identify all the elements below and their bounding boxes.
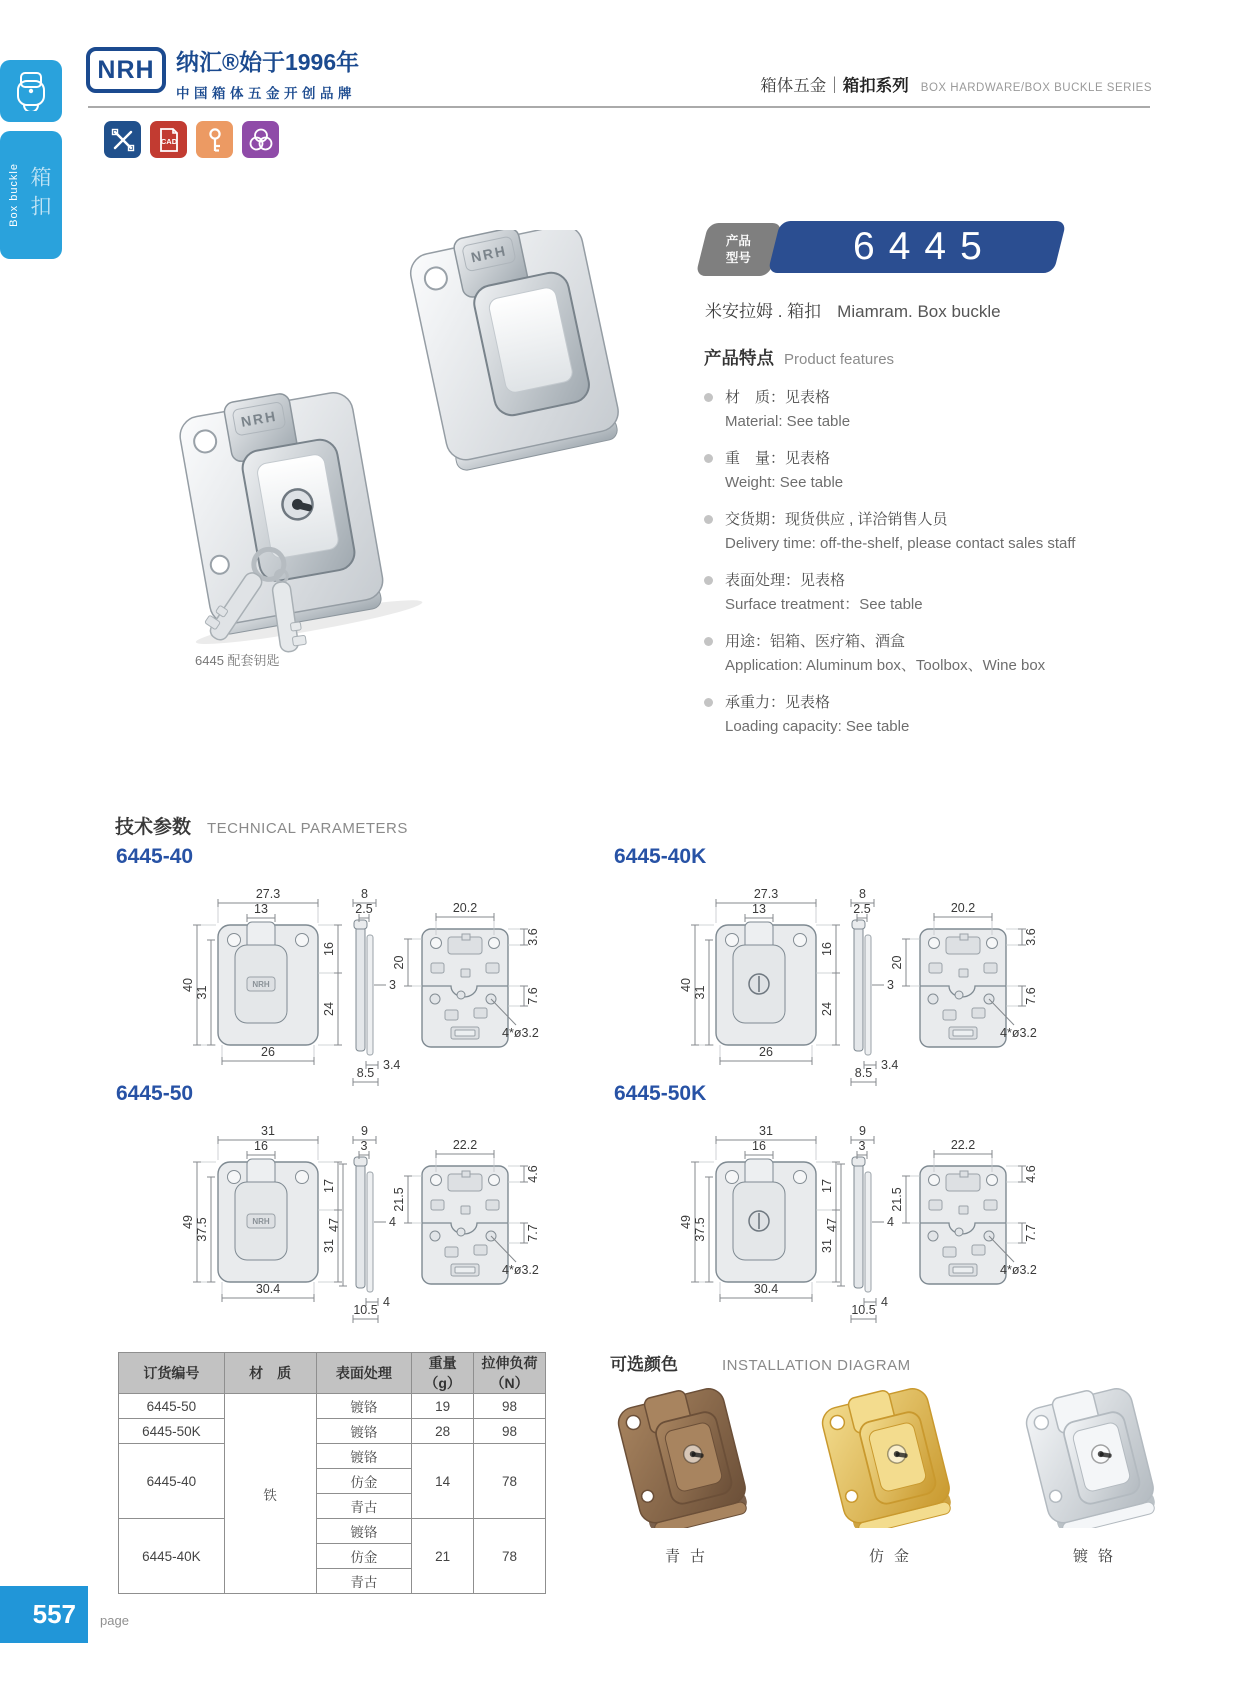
drawing-6445-50K <box>598 1082 1068 1322</box>
page-number-badge <box>0 1586 88 1643</box>
spec-table-body <box>119 1394 546 1594</box>
dimension-label: 9 <box>859 1124 866 1138</box>
dimension-label: 40 <box>679 978 693 992</box>
brand-title: 纳汇®始于1996年 <box>176 49 360 75</box>
dimension-label: 22.2 <box>950 1138 976 1152</box>
product-features <box>704 345 1174 752</box>
dimension-label: 7.7 <box>1024 1224 1038 1242</box>
spec-cell: 78 <box>474 1444 546 1519</box>
spec-cell: 28 <box>412 1419 474 1444</box>
model-cell: 6445-40 <box>119 1444 225 1519</box>
dimension-label: 3.6 <box>1024 928 1038 946</box>
sidebar-tab-label-en: Box buckle <box>8 163 20 227</box>
model-cell: 6445-50 <box>119 1394 225 1419</box>
spec-cell: 19 <box>412 1394 474 1419</box>
dimension-label: 3 <box>858 1139 866 1153</box>
dimension-label: 4*ø3.2 <box>502 1026 539 1040</box>
cad-label: CAD <box>160 136 177 146</box>
dimension-label: 20.2 <box>950 901 976 915</box>
nrh-logo: NRH <box>86 47 166 93</box>
dimension-label: 16 <box>254 1139 268 1153</box>
dimension-label: 3 <box>360 1139 368 1153</box>
spec-row <box>119 1394 546 1419</box>
spec-header-cell: 材 质 <box>224 1353 316 1394</box>
tech-section-title <box>115 812 408 839</box>
spec-cell: 青古 <box>316 1569 412 1594</box>
tech-title-cn: 技术参数 <box>115 817 192 838</box>
buckle-rear <box>405 230 624 473</box>
embossed-logo: NRH <box>239 407 279 430</box>
dimension-label: 30.4 <box>255 1282 281 1296</box>
dimension-label: 4 <box>383 1295 390 1309</box>
dimension-label: 8.5 <box>854 1066 873 1080</box>
color-option-chrome <box>1008 1386 1178 1566</box>
material-cell: 铁 <box>224 1394 316 1594</box>
product-photo <box>125 230 630 655</box>
model-number: 6445 <box>852 225 996 268</box>
features-list <box>704 386 1174 739</box>
tech-title-en: TECHNICAL PARAMETERS <box>207 820 408 837</box>
dimension-label: 4*ø3.2 <box>502 1263 539 1277</box>
drawing-model-label: 6445-50 <box>116 1082 194 1105</box>
model-banner <box>768 221 1067 273</box>
drawing-model-label: 6445-40K <box>614 845 707 868</box>
spec-cell: 98 <box>474 1419 546 1444</box>
dimension-label: 20 <box>392 955 406 970</box>
dimension-label: 4 <box>881 1295 888 1309</box>
dimension-label: 16 <box>820 942 834 956</box>
header-divider <box>88 106 1150 108</box>
model-tag-text: 产品 型号 <box>726 233 752 265</box>
dimension-label: 4.6 <box>1024 1165 1038 1183</box>
brand-subtitle: 中国箱体五金开创品牌 <box>176 86 356 101</box>
drawing-6445-50 <box>100 1082 570 1322</box>
dimension-label: 4 <box>389 1215 396 1229</box>
dimension-label: 2.5 <box>853 902 871 916</box>
colors-title-en: INSTALLATION DIAGRAM <box>722 1357 911 1374</box>
spec-table <box>118 1352 546 1594</box>
page-number: 557 <box>32 1599 76 1629</box>
dimension-label: 4 <box>887 1215 894 1229</box>
spec-cell: 镀铬 <box>316 1394 412 1419</box>
dimension-label: 17 <box>820 1179 834 1193</box>
dimension-label: 17 <box>322 1179 336 1193</box>
breadcrumb <box>640 72 1152 96</box>
dimension-label: 10.5 <box>353 1303 378 1317</box>
brand-block <box>176 44 359 102</box>
drawing-6445-40 <box>100 845 570 1085</box>
features-title-en: Product features <box>784 351 895 368</box>
dimension-label: 4*ø3.2 <box>1000 1026 1037 1040</box>
dimension-label: 47 <box>327 1218 341 1232</box>
dimension-label: 27.3 <box>753 887 779 901</box>
color-option-label: 镀铬 <box>1072 1548 1123 1565</box>
breadcrumb-en: BOX HARDWARE/BOX BUCKLE SERIES <box>920 82 1152 94</box>
dimension-label: 37.5 <box>693 1217 707 1242</box>
feature-item: 用途：铝箱、医疗箱、酒盒 Application: Aluminum box、Toolbox、Wine box <box>704 630 1174 678</box>
spec-cell: 78 <box>474 1519 546 1594</box>
dimension-label: 49 <box>181 1215 195 1229</box>
dimension-label: 16 <box>322 942 336 956</box>
color-option-photo <box>1008 1386 1178 1528</box>
dimension-label: 40 <box>181 978 195 992</box>
dimension-label: 27.3 <box>255 887 281 901</box>
color-option-label: 仿金 <box>868 1548 919 1565</box>
product-name-cn: 米安拉姆 . 箱扣 <box>705 302 822 321</box>
dimension-label: 22.2 <box>452 1138 478 1152</box>
color-options <box>600 1386 1178 1566</box>
dimension-label: 20 <box>890 955 904 970</box>
spec-cell: 14 <box>412 1444 474 1519</box>
dimension-label: 2.5 <box>355 902 373 916</box>
sidebar-tab-buckle[interactable] <box>0 60 62 122</box>
feature-item: 承重力：见表格 Loading capacity: See table <box>704 691 1174 739</box>
color-option-bronze <box>600 1386 770 1566</box>
dimension-label: 47 <box>825 1218 839 1232</box>
dimension-label: 3 <box>887 978 894 992</box>
sidebar-tab-label-cn: 箱扣 <box>28 166 51 224</box>
spec-header-row <box>119 1353 546 1394</box>
breadcrumb-cn: 箱体五金｜箱扣系列 <box>760 77 909 95</box>
dimension-label: 8 <box>361 887 368 901</box>
spec-cell: 21 <box>412 1519 474 1594</box>
page-label: page <box>100 1613 129 1628</box>
dimension-label: 10.5 <box>851 1303 876 1317</box>
dimension-label: 30.4 <box>753 1282 779 1296</box>
dimension-label: 8.5 <box>356 1066 375 1080</box>
dimension-label: 24 <box>820 1002 834 1016</box>
dimension-label: 21.5 <box>392 1187 406 1212</box>
product-name <box>705 297 1001 322</box>
cad-file-icon[interactable] <box>150 121 187 158</box>
toolbar <box>104 121 279 158</box>
spec-cell: 镀铬 <box>316 1444 412 1469</box>
spec-row <box>119 1419 546 1444</box>
spec-header-cell: 重量（g） <box>412 1353 474 1394</box>
dimension-label: 4*ø3.2 <box>1000 1263 1037 1277</box>
dimension-label: 13 <box>752 902 766 916</box>
drawing-model-label: 6445-50K <box>614 1082 707 1105</box>
drawing-6445-40K <box>598 845 1068 1085</box>
dimension-label: 31 <box>759 1124 773 1138</box>
dimension-label: 16 <box>752 1139 766 1153</box>
technical-drawing <box>100 1110 560 1330</box>
color-option-label: 青古 <box>664 1548 715 1565</box>
dimension-label: 37.5 <box>195 1217 209 1242</box>
dimension-label: 7.7 <box>526 1224 540 1242</box>
dimension-label: 9 <box>361 1124 368 1138</box>
color-option-photo <box>804 1386 974 1528</box>
spec-cell: 镀铬 <box>316 1419 412 1444</box>
buckle-icon <box>14 71 48 111</box>
color-option-photo <box>600 1386 770 1528</box>
dimension-label: 3.4 <box>881 1058 899 1072</box>
spec-header-cell: 拉伸负荷（N） <box>474 1353 546 1394</box>
dimension-label: 13 <box>254 902 268 916</box>
feature-item: 交货期：现货供应 , 详洽销售人员 Delivery time: off-the-shelf, please contact sales staff <box>704 508 1174 556</box>
dimension-label: 7.6 <box>526 987 540 1005</box>
dimension-label: 31 <box>693 985 707 1000</box>
embossed-logo: NRH <box>469 242 509 266</box>
drawing-model-label: 6445-40 <box>116 845 194 868</box>
feature-item: 表面处理：见表格 Surface treatment：See table <box>704 569 1174 617</box>
key-icon[interactable] <box>196 121 233 158</box>
product-name-en: Miamram. Box buckle <box>837 302 1001 321</box>
spec-header-cell: 表面处理 <box>316 1353 412 1394</box>
technical-drawing <box>100 873 560 1093</box>
dimension-label: 8 <box>859 887 866 901</box>
dimension-label: 3.6 <box>526 928 540 946</box>
dimension-label: 21.5 <box>890 1187 904 1212</box>
photo-caption: 6445 配套钥匙 <box>195 653 280 668</box>
dimension-label: 3.4 <box>383 1058 401 1072</box>
spec-row <box>119 1444 546 1469</box>
colors-title-cn: 可选颜色 <box>610 1355 678 1374</box>
spec-cell: 镀铬 <box>316 1519 412 1544</box>
sidebar-tab-box-buckle[interactable] <box>0 131 62 259</box>
spec-cell: 青古 <box>316 1494 412 1519</box>
spec-header-cell: 订货编号 <box>119 1353 225 1394</box>
model-cell: 6445-40K <box>119 1519 225 1594</box>
colors-section-title <box>610 1350 911 1375</box>
dimension-label: 7.6 <box>1024 987 1038 1005</box>
spec-row <box>119 1519 546 1544</box>
dimension-label: 26 <box>261 1045 275 1059</box>
dimension-label: 31 <box>195 985 209 1000</box>
dimension-label: 31 <box>322 1239 336 1253</box>
features-title-cn: 产品特点 <box>704 348 774 368</box>
spec-cell: 仿金 <box>316 1469 412 1494</box>
dimension-label: 3 <box>389 978 396 992</box>
spec-cell: 98 <box>474 1394 546 1419</box>
feature-item: 重 量：见表格 Weight: See table <box>704 447 1174 495</box>
technical-drawing <box>598 873 1058 1093</box>
dimension-label: NRH <box>252 1217 270 1226</box>
dimension-label: 31 <box>820 1239 834 1253</box>
dimension-label: 24 <box>322 1002 336 1016</box>
dimension-label: 26 <box>759 1045 773 1059</box>
dimension-label: 20.2 <box>452 901 478 915</box>
dimension-label: NRH <box>252 980 270 989</box>
color-rings-icon[interactable] <box>242 121 279 158</box>
dimension-label: 31 <box>261 1124 275 1138</box>
feature-item: 材 质：见表格 Material: See table <box>704 386 1174 434</box>
design-tools-icon[interactable] <box>104 121 141 158</box>
spec-cell: 仿金 <box>316 1544 412 1569</box>
dimension-label: 4.6 <box>526 1165 540 1183</box>
model-cell: 6445-50K <box>119 1419 225 1444</box>
technical-drawing <box>598 1110 1058 1330</box>
color-option-gold <box>804 1386 974 1566</box>
dimension-label: 49 <box>679 1215 693 1229</box>
